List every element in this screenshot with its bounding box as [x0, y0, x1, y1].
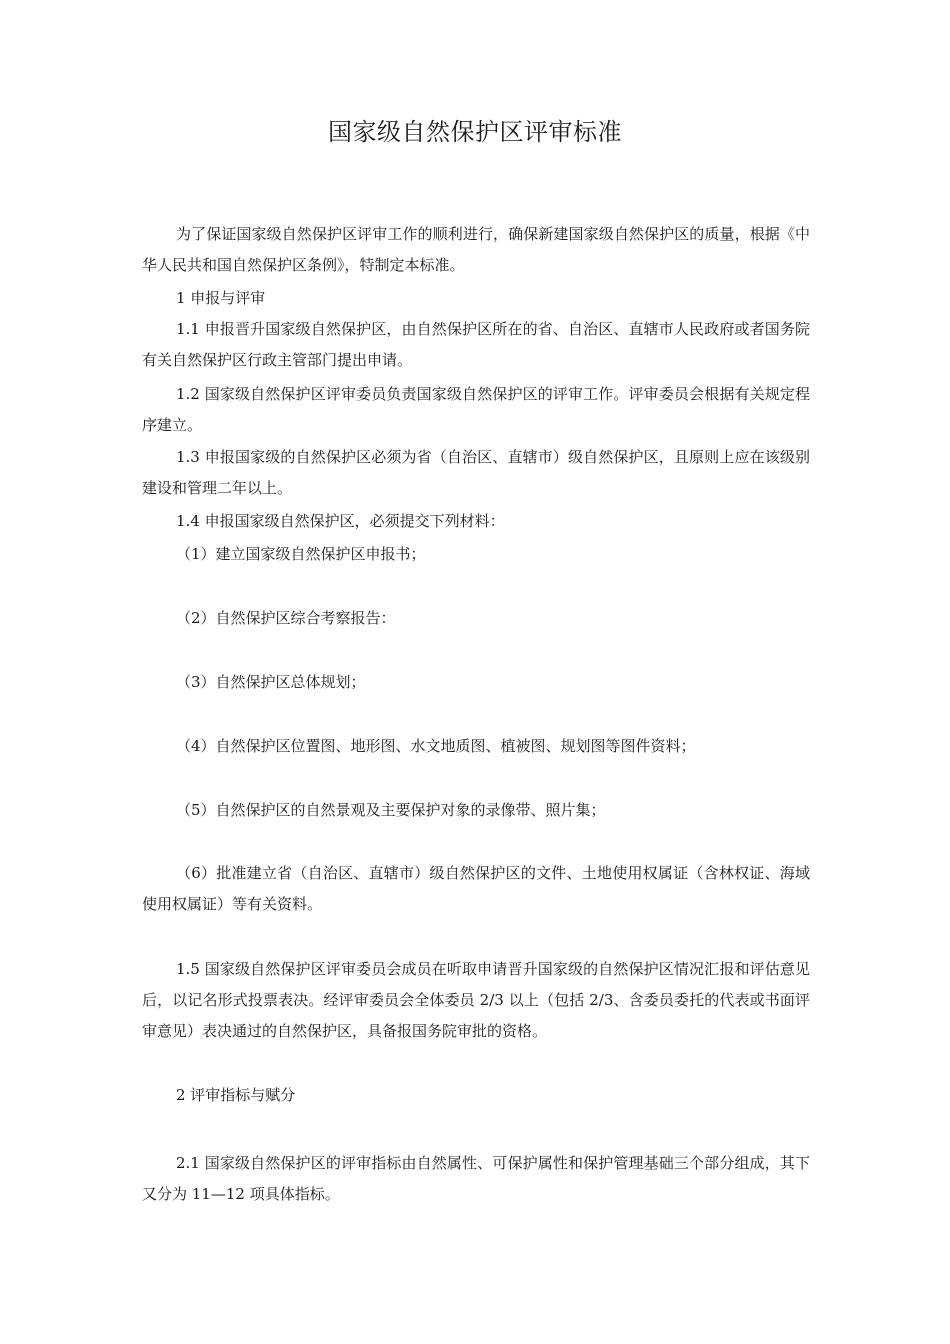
material-item-1: （1）建立国家级自然保护区申报书；	[176, 545, 426, 563]
material-item-4: （4）自然保护区位置图、地形图、水文地质图、植被图、规划图等图件资料；	[176, 737, 696, 755]
paragraph-1-3: 1.3 申报国家级的自然保护区必须为省（自治区、直辖市）级自然保护区，且原则上应在该级别建设和管理二年以上。	[142, 448, 810, 497]
paragraph-1-5: 1.5 国家级自然保护区评审委员会成员在听取申请晋升国家级的自然保护区情况汇报和评估意见后，以记名形式投票表决。经评审委员会全体委员 2/3 以上（包括 2/3、含委员委托的代表或书面评审意见）表决通过的自然保护区，具备报国务院审批的资格。	[142, 960, 810, 1040]
paragraph-2-1: 2.1 国家级自然保护区的评审指标由自然属性、可保护属性和保护管理基础三个部分组成，其下又分为 11—12 项具体指标。	[142, 1154, 810, 1203]
material-item-5: （5）自然保护区的自然景观及主要保护对象的录像带、照片集；	[176, 801, 606, 819]
section-2-heading: 2 评审指标与赋分	[176, 1086, 296, 1104]
paragraph-1-2: 1.2 国家级自然保护区评审委员负责国家级自然保护区的评审工作。评审委员会根据有关规定程序建立。	[142, 385, 810, 434]
paragraph-1-1: 1.1 申报晋升国家级自然保护区，由自然保护区所在的省、自治区、直辖市人民政府或者国务院有关自然保护区行政主管部门提出申请。	[142, 320, 810, 369]
material-item-6: （6）批准建立省（自治区、直辖市）级自然保护区的文件、土地使用权属证（含林权证、海域使用权属证）等有关资料。	[142, 864, 810, 913]
material-item-3: （3）自然保护区总体规划；	[176, 673, 366, 691]
material-item-2: （2）自然保护区综合考察报告：	[176, 609, 396, 627]
paragraph-1-4: 1.4 申报国家级自然保护区，必须提交下列材料：	[176, 512, 505, 530]
section-1-heading: 1 申报与评审	[176, 289, 266, 307]
document-title: 国家级自然保护区评审标准	[328, 118, 622, 146]
intro-paragraph: 为了保证国家级自然保护区评审工作的顺利进行，确保新建国家级自然保护区的质量，根据《中华人民共和国自然保护区条例》，特制定本标准。	[142, 225, 810, 274]
